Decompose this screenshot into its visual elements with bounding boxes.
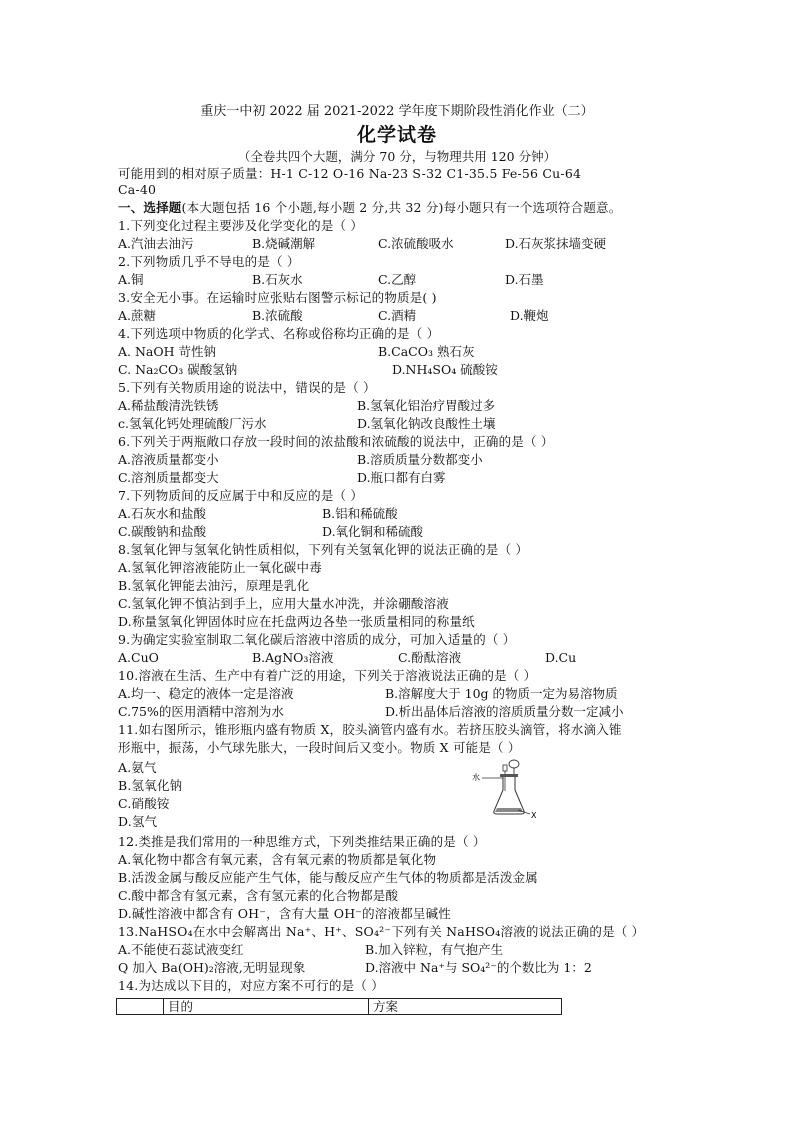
table-header-index	[117, 999, 164, 1015]
school-header: 重庆一中初 2022 届 2021-2022 学年度下期阶段性消化作业（二）	[200, 104, 594, 119]
exam-title: 化学试卷	[356, 124, 437, 146]
table-header-plan: 方案	[369, 999, 562, 1015]
q7-option-c: C.碳酸钠和盐酸	[118, 524, 207, 539]
q4-option-c: C. Na₂CO₃ 碳酸氢钠	[118, 362, 238, 377]
question-8-stem: 8.氢氧化钾与氢氧化钠性质相似，下列有关氢氧化钾的说法正确的是（ ）	[118, 542, 529, 557]
q9-option-a: A.CuO	[118, 650, 159, 665]
q6-option-b: B.溶质质量分数都变小	[357, 452, 483, 467]
q7-option-d: D.氧化铜和稀硫酸	[322, 524, 424, 539]
q1-option-c: C.浓硫酸吸水	[378, 236, 454, 251]
atomic-masses-line2: Ca-40	[118, 182, 157, 197]
question-10-stem: 10.溶液在生活、生产中有着广泛的用途，下列关于溶液说法正确的是（ ）	[118, 668, 537, 683]
q6-option-c: C.溶剂质量都变大	[118, 470, 219, 485]
question-5-stem: 5.下列有关物质用途的说法中，错误的是（ ）	[118, 380, 376, 395]
q8-option-a: A.氢氧化钾溶液能防止一氧化碳中毒	[118, 560, 322, 575]
q9-option-b: B.AgNO₃溶液	[252, 650, 334, 665]
q2-option-c: C.乙醇	[378, 272, 417, 287]
q11-option-b: B.氢氧化钠	[118, 778, 183, 793]
q2-option-b: B.石灰水	[252, 272, 303, 287]
q3-option-b: B.浓硫酸	[252, 308, 303, 323]
exam-subtitle: （全卷共四个大题，满分 70 分，与物理共用 120 分钟）	[237, 149, 557, 164]
figure-x-label: X	[531, 811, 537, 820]
q13-option-b: B.加入锌粒，有气抱产生	[365, 942, 504, 957]
q13-option-a: A.不能使石蕊试液变红	[118, 942, 244, 957]
q9-option-c: C.酚酞溶液	[398, 650, 462, 665]
q3-option-d: D.鞭炮	[510, 308, 549, 323]
q4-option-b: B.CaCO₃ 熟石灰	[378, 344, 475, 359]
q4-option-a: A. NaOH 苛性钠	[118, 344, 216, 359]
q5-option-d: D.氢氧化钠改良酸性土壤	[357, 416, 496, 431]
q1-option-d: D.石灰浆抹墙变硬	[505, 236, 607, 251]
question-11-stem-line1: 11.如右图所示，锥形瓶内盛有物质 X，胶头滴管内盛有水。若挤压胶头滴管，将水滴入锥	[118, 722, 622, 737]
q4-option-d: D.NH₄SO₄ 硫酸铵	[392, 362, 498, 377]
q14-table	[116, 998, 562, 1015]
q12-option-d: D.碱性溶液中都含有 OH⁻，含有大量 OH⁻的溶液都呈碱性	[118, 906, 451, 921]
question-14-stem: 14.为达成以下目的，对应方案不可行的是（ ）	[118, 978, 384, 993]
q11-option-a: A.氨气	[118, 760, 157, 775]
q3-option-c: C.酒精	[378, 308, 417, 323]
q7-option-b: B.铝和稀硫酸	[322, 506, 398, 521]
q9-option-d: D.Cu	[545, 650, 577, 665]
section-1-desc: (本大题包括 16 个小题,每小题 2 分,共 32 分)每小题只有一个选项符合题意。	[181, 200, 622, 215]
q11-option-d: D.氢气	[118, 814, 158, 829]
q7-option-a: A.石灰水和盐酸	[118, 506, 207, 521]
flask-stopper	[500, 774, 518, 777]
q12-option-a: A.氧化物中都含有氧元素，含有氧元素的物质都是氧化物	[118, 852, 437, 867]
question-4-stem: 4.下列选项中物质的化学式、名称或俗称均正确的是（ ）	[118, 326, 440, 341]
question-12-stem: 12.类推是我们常用的一种思维方式，下列类推结果正确的是（ ）	[118, 834, 486, 849]
q3-option-a: A.蔗糖	[118, 308, 157, 323]
atomic-masses-line1: 可能用到的相对原子质量：H-1 C-12 O-16 Na-23 S-32 C1-35.5 Fe-56 Cu-64	[118, 166, 582, 181]
question-7-stem: 7.下列物质间的反应属于中和反应的是（ ）	[118, 488, 364, 503]
q10-option-a: A.均一、稳定的液体一定是溶液	[118, 686, 294, 701]
question-3-stem: 3.安全无小事。在运输时应张贴右图警示标记的物质是( )	[118, 290, 437, 305]
question-2-stem: 2.下列物质几乎不导电的是（ ）	[118, 254, 300, 269]
question-6-stem: 6.下列关于两瓶敞口存放一段时间的浓盐酸和浓硫酸的说法中，正确的是（ ）	[118, 434, 554, 449]
section-1-heading	[118, 200, 621, 216]
q2-option-d: D.石墨	[505, 272, 544, 287]
table-header-purpose: 目的	[164, 999, 369, 1015]
q10-option-b: B.溶解度大于 10g 的物质一定为易溶物质	[385, 686, 618, 701]
q11-option-c: C.硝酸铵	[118, 796, 170, 811]
q8-option-d: D.称量氢氧化钾固体时应在托盘两边各垫一张质量相同的称量纸	[118, 614, 475, 629]
balloon-shape	[509, 760, 519, 768]
q12-option-b: B.活泼金属与酸反应能产生气体，能与酸反应产生气体的物质都是活泼金属	[118, 870, 538, 885]
q13-option-c: Q 加入 Ba(OH)₂溶液,无明显现象	[118, 960, 306, 975]
q1-option-b: B.烧碱潮解	[252, 236, 316, 251]
q8-option-b: B.氢氧化钾能去油污，原理是乳化	[118, 578, 310, 593]
question-1-stem: 1.下列变化过程主要涉及化学变化的是（ ）	[118, 218, 364, 233]
question-11-stem-line2: 形瓶中，振荡，小气球先胀大，一段时间后又变小。物质 X 可能是（ ）	[118, 740, 521, 755]
q2-option-a: A.铜	[118, 272, 144, 287]
q12-option-c: C.酸中都含有氢元素，含有氢元素的化合物都是酸	[118, 888, 399, 903]
section-1-label: 一、选择题	[118, 200, 182, 215]
q5-option-b: B.氢氧化铝治疗胃酸过多	[357, 398, 496, 413]
q1-option-a: A.汽油去油污	[118, 236, 194, 251]
q5-option-c: c.氢氧化钙处理硫酸厂污水	[118, 416, 267, 431]
q8-option-c: C.氢氧化钾不慎沾到手上，应用大量水冲洗，并涂硼酸溶液	[118, 596, 449, 611]
q6-option-d: D.瓶口都有白雾	[357, 470, 446, 485]
q6-option-a: A.溶液质量都变小	[118, 452, 219, 467]
dropper-bulb	[503, 765, 507, 771]
question-9-stem: 9.为确定实验室制取二氧化碳后溶液中溶质的成分，可加入适量的（ ）	[118, 632, 516, 647]
question-13-stem: 13.NaHSO₄在水中会解离出 Na⁺、H⁺、SO₄²⁻下列有关 NaHSO₄溶液的说法正确的是（ ）	[118, 924, 645, 939]
flask-balloon-figure	[470, 757, 540, 825]
q10-option-c: C.75%的医用酒精中溶剂为水	[118, 704, 284, 719]
figure-water-label: 水	[472, 773, 480, 782]
q13-option-d: D.溶液中 Na⁺与 SO₄²⁻的个数比为 1：2	[365, 960, 592, 975]
q5-option-a: A.稀盐酸清洗铁锈	[118, 398, 219, 413]
table-header-row	[117, 999, 562, 1015]
q10-option-d: D.析出晶体后溶液的溶质质量分数一定减小	[385, 704, 624, 719]
